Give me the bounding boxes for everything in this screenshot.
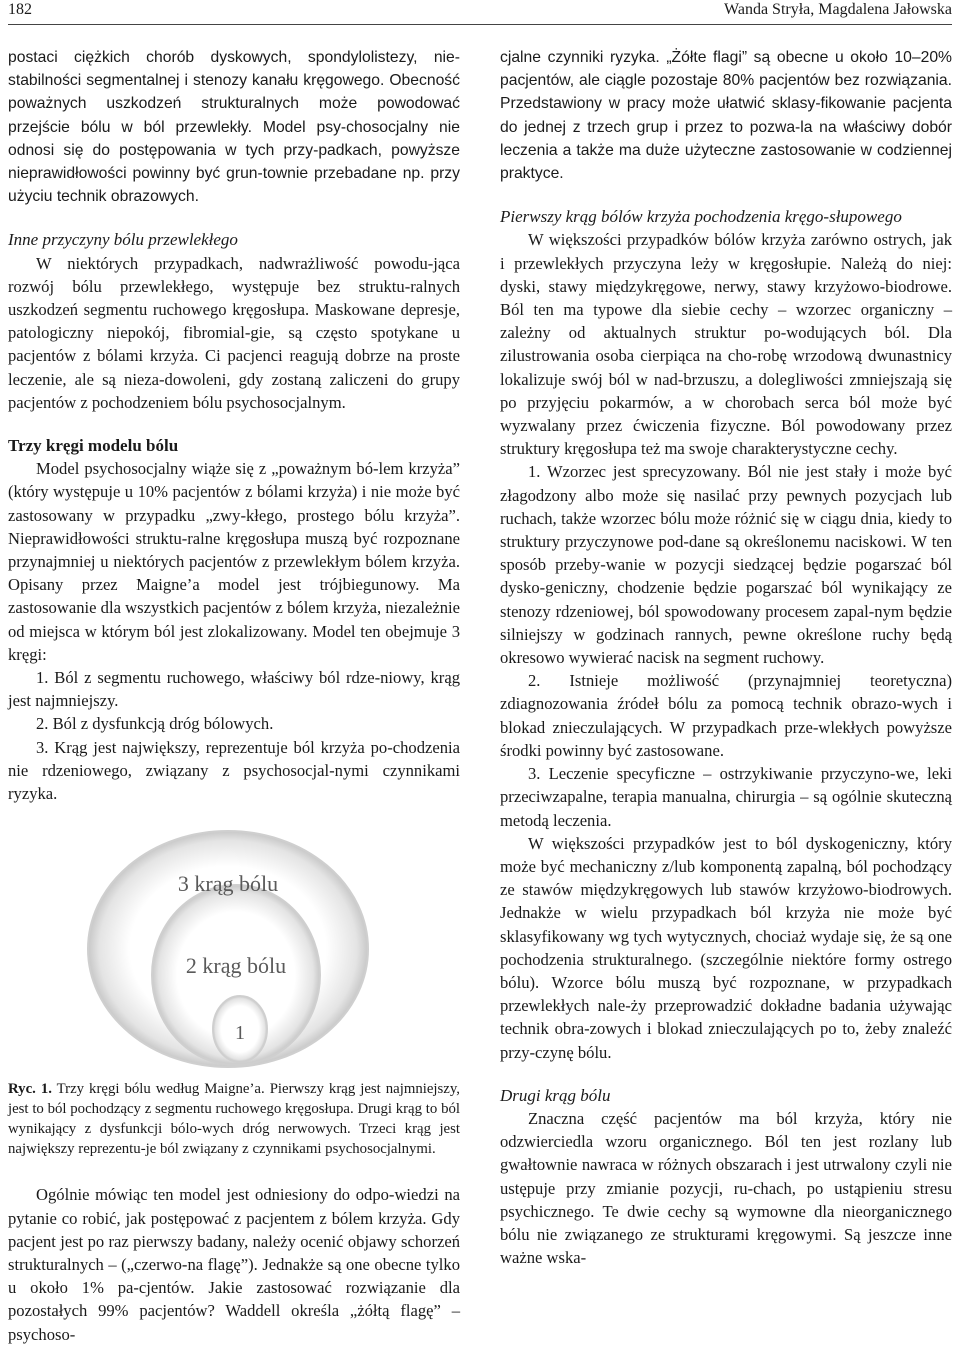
paragraph: Ogólnie mówiąc ten model jest odniesiony do odpo-wiedzi na pytanie co robić, jak postępować z pacjentem z bólem krzyża. Gdy pacjent jest po raz pierwszy badany, należy ocenić objawy schorzeń strukturalnych – („czerwo-na flagę”). Jednakże są one obecne tylko u około 1% pa-cjentów. Jakie zastosować rozwiązanie dla pozostałych 99% pacjentów? Waddell określa „żółtą flagę” – psychoso- <box>8 1185 460 1344</box>
middle-circle-label: 2 krąg bólu <box>185 953 287 979</box>
list-item: 2. Ból z dysfunkcją dróg bólowych. <box>36 714 274 734</box>
caption-label: Ryc. 1. <box>8 1081 52 1098</box>
page-header <box>8 0 952 20</box>
section-heading-three-circles: Trzy kręgi modelu bólu <box>8 436 179 456</box>
figure-caption <box>8 1079 460 1159</box>
list-item: 3. Krąg jest największy, reprezentuje ból krzyża po-chodzenia nie rdzeniowego, związany z psychosocjal-nymi czynnikami ryzyka. <box>8 737 460 804</box>
paragraph: Znaczna część pacjentów ma ból krzyża, który nie odzwierciedla wzoru organicznego. Ból ten jest rozlany lub gwałtownie nawraca w różnych obszarach i jest utrwalony czyli nie ustępuje przy zmianie pozycji, ru-chach, po ustąpieniu stresu psychicznego. Te dwie cechy są wymowne dla nieorganicznego bólu nie związanego ze strukturami kręgowymi. Są jeszcze inne ważne wska- <box>500 1108 952 1268</box>
paragraph: cjalne czynniki ryzyka. „Żółte flagi” są obecne u około 10–20% pacjentów, ale ciągle pozostaje 80% pacjentów bez rozwiązania. Przedstawiony w pracy może ułatwić sklasy-fikowanie pacjenta do jednej z trzech grup i przez to pozwa-la na właściwy dobór leczenia a także ma duże użyteczne zastosowanie w codziennej praktyce. <box>500 49 952 183</box>
section-heading-second-circle: Drugi krąg bólu <box>500 1085 611 1105</box>
right-column <box>500 46 952 1269</box>
paragraph: W większości przypadków jest to ból dyskogeniczny, który może być mechaniczny z/lub komponentą zapalną, ból pochodzący ze stawów międzykręgowych lub stawów krzyżowo-biodrowych. Jednakże w wielu przypadkach ból krzyża nie może być sklasyfikowany wg tych wytycznych, chociaż wydaje się, że są one pochodzenia strukturalnego. (szczególnie niektóre formy ostrego bólu). Wzorce bólu muszą być rozpoznane, w przypadkach przewlekłych nale-ży przeprowadzić dokładne badania używając technik obra-zowych i blokad znieczulających po to, żeby znaleźć przy-czynę bólu. <box>500 833 952 1062</box>
header-rule <box>8 24 952 25</box>
list-item: 1. Wzorzec jest sprecyzowany. Ból nie jest stały i może być złagodzony albo może się nasilać przy pewnych pozycjach lub ruchach, także wzorzec bólu może różnić się w ciągu dnia, kiedy to struktury przyczynowe pod-dane są określonemu naciskowi. W ten sposób przeby-wanie w pozycji siedzącej będzie pogarszać ból dysko-geniczny, chodzenie będzie pogarszać ból wynikający ze stenozy rdzeniowej, ból spowodowany procesem zapal-nym będzie silniejszy w godzinach rannych, pewne określone ruchy będą okresowo wywierać nacisk na segment ruchowy. <box>500 462 952 668</box>
running-head-authors: Wanda Stryła, Magdalena Jałowska <box>724 1 952 18</box>
list-item: 2. Istnieje możliwość (przynajmniej teoretyczna) zdiagnozowania źródeł bólu za pomocą technik obrazo-wych i blokad znieczulających. W przypadkach prze-wlekłych powyższe środki powinny być zastosowane. <box>500 671 952 760</box>
list-item: 1. Ból z segmentu ruchowego, właściwy ból rdze-niowy, krąg jest najmniejszy. <box>8 668 460 711</box>
outer-circle-label: 3 krąg bólu <box>177 871 279 897</box>
figure-three-circles <box>8 825 460 1073</box>
caption-text: Trzy kręgi bólu według Maigne’a. Pierwszy krąg jest najmniejszy, jest to ból pochodzący z segmentu ruchowego kręgosłupa. Drugi krąg to ból wynikający z dysfunkcji bólo-wych dróg nerwowych. Trzeci krąg jest największy reprezentu-je ból związany z czynnikami psychosocjalnymi. <box>8 1081 460 1158</box>
paragraph: Model psychosocjalny wiąże się z „poważnym bó-lem krzyża” (który występuje u 10% pacjentów z bólami krzyża) i nie może być zastosowany w przypadku „zwy-kłego, prostego bólu krzyża”. Nieprawidłowości struktu-ralne kręgosłupa muszą być rozpoznane przynajmniej u niektórych pacjentów z przewlekłym bólem krzyża. Opisany przez Maigne’a model jest trójbiegunowy. Ma zastosowanie dla wszystkich pacjentów z bólem krzyża, niezależnie od miejsca w którym ból jest zlokalizowany. Model ten obejmuje 3 kręgi: <box>8 459 460 664</box>
left-column <box>8 46 460 1346</box>
paragraph: W większości przypadków bólów krzyża zarówno ostrych, jak i przewlekłych przyczyna leży w kręgosłupie. Należą do niej: dyski, stawy międzykręgowe, nerwy, stawy krzyżowo-biodrowe. Ból ten ma typowe dla siebie cechy – wzorzec organiczny – zależny od aktualnych struktur po-wodujących ból. Dla zilustrowania osoba cierpiąca na cho-robę wrzodową dwunastnicy lokalizuje swój ból w nad-brzuszu, a dolegliwości zmniejszają się po przyjęciu pokarmów, a w chorobach serca ból może być wyzwalany przez ćwiczenia fizyczne. Ból powodowany przez struktury kręgosłupa też ma swoje charakterystyczne cechy. <box>500 230 952 459</box>
section-heading-first-circle: Pierwszy krąg bólów krzyża pochodzenia kręgo-słupowego <box>500 207 902 227</box>
paragraph: W niektórych przypadkach, nadwrażliwość powodu-jąca rozwój bólu przewlekłego, występuje bez struktu-ralnych uszkodzeń segmentu ruchowego kręgosłupa. Maskowane depresje, patologiczny niepokój, fibromial-gie, są często spotykane u pacjentów z bólami krzyża. Ci pacjenci reagują dobrze na proste leczenie, ale są nieza-dowoleni, gdy zostaną zaliczeni do grupy pacjentów z pochodzeniem bólu psychosocjalnym. <box>8 253 460 412</box>
list-item: 3. Leczenie specyficzne – ostrzykiwanie przyczyno-we, leki przeciwzapalne, terapia manualna, chirurgia – są ogólnie skuteczną metodą leczenia. <box>500 764 952 830</box>
inner-circle-label: 1 <box>235 1022 245 1045</box>
circles-diagram <box>78 825 378 1073</box>
paragraph: postaci ciężkich chorób dyskowych, spondylolistezy, nie-stabilności segmentalnej i stenozy kanału kręgowego. Obecność poważnych uszkodzeń strukturalnych może powodować przejście bólu w ból przewlekły. Model psy-chosocjalny nie odnosi się do postępowania w tych przy-padkach, powyższe nieprawidłowości powinny być grun-townie przebadane np. przy użyciu technik obrazowych. <box>8 49 460 206</box>
page-number: 182 <box>8 1 32 18</box>
section-heading-other-causes: Inne przyczyny bólu przewlekłego <box>8 230 238 250</box>
